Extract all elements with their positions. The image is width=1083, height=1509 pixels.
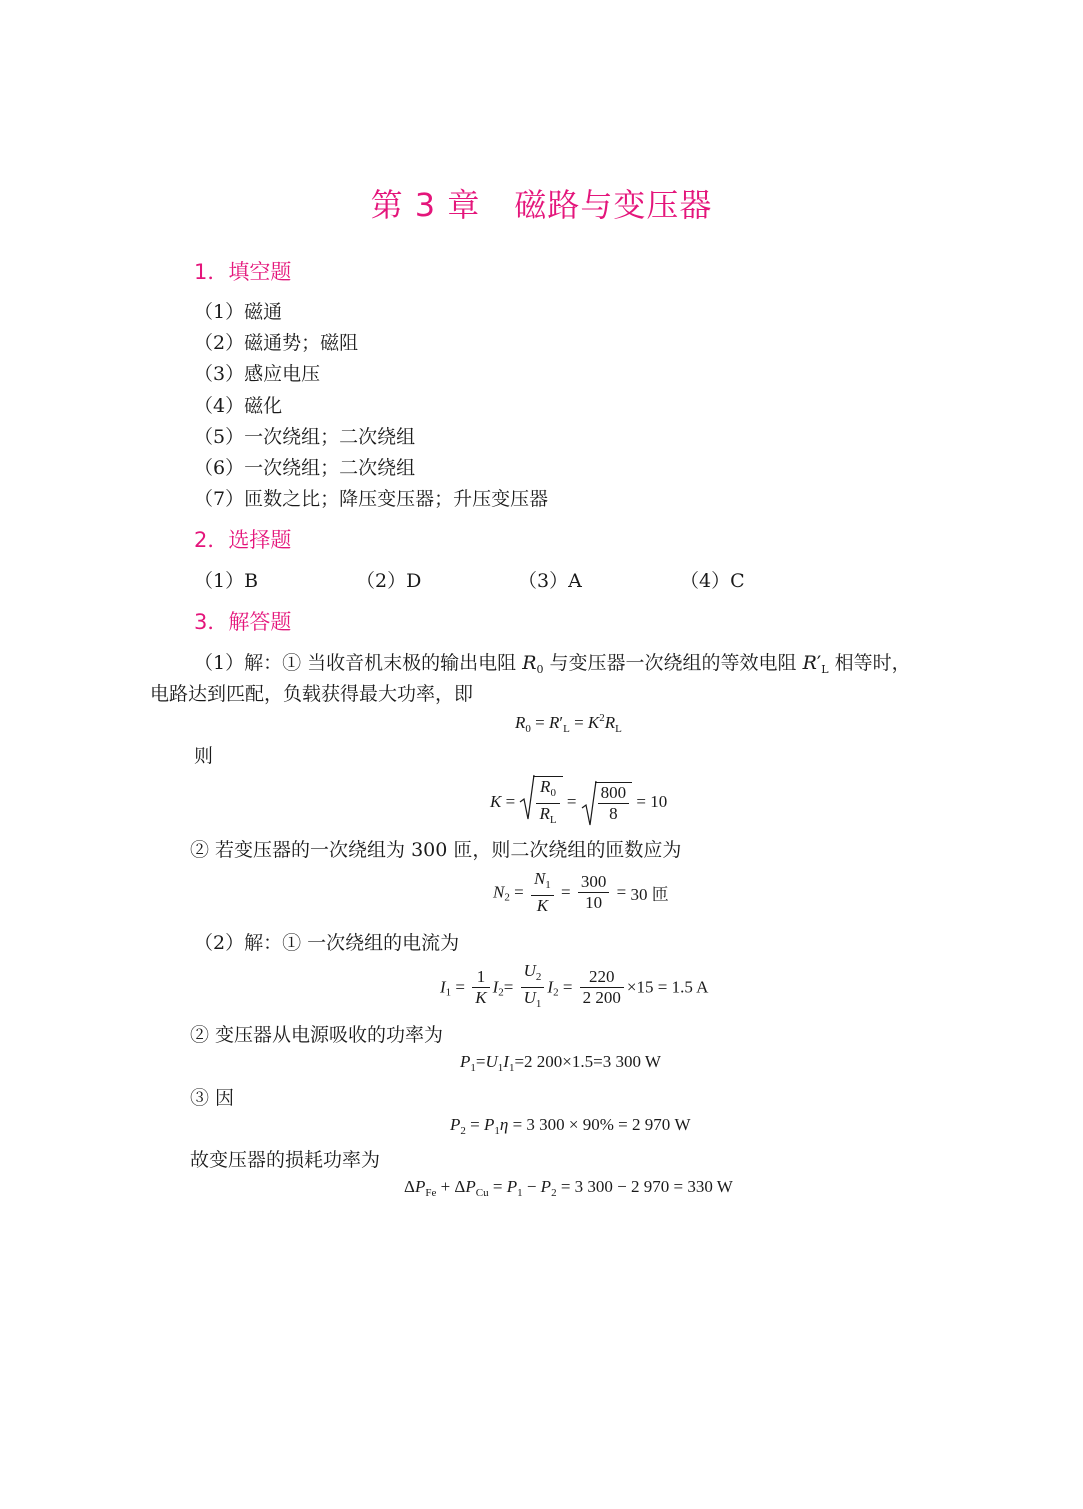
answer-item: （3）感应电压 (194, 363, 321, 385)
symbol-sub: L (615, 723, 622, 735)
chapter-number: 第 3 章 (370, 186, 481, 224)
operator: = (562, 977, 573, 997)
symbol: U (523, 961, 536, 980)
symbol-sub: 2 (553, 986, 559, 999)
operator: = (616, 882, 627, 902)
operator: = (503, 977, 514, 997)
exponent: 2 (599, 712, 605, 724)
chapter-title (0, 180, 1083, 226)
operator: = (514, 882, 524, 902)
expression: = 3 300 − 2 970 = 330 W (560, 1177, 733, 1196)
operator: = (455, 977, 466, 997)
operator: = (561, 882, 571, 902)
sqrt-sign (581, 780, 633, 824)
denominator: 10 (585, 893, 603, 912)
symbol: N (493, 882, 505, 902)
problem2-loss-text: 故变压器的损耗功率为 (190, 1149, 381, 1171)
symbol: P (506, 1177, 518, 1196)
numerator: 800 (598, 783, 630, 804)
symbol: P (450, 1115, 461, 1134)
operator: = (492, 1177, 503, 1196)
fraction (472, 967, 489, 1008)
section-heading-fill-blank: 1．填空题 (194, 260, 292, 284)
symbol: R (540, 777, 551, 796)
symbol: I (503, 1052, 509, 1071)
symbol: η (499, 1115, 509, 1134)
symbol: K (490, 792, 502, 811)
problem1-step2: ② 若变压器的一次绕组为 300 匝，则二次绕组的匝数应为 (190, 839, 682, 861)
symbol: U (523, 988, 536, 1007)
symbol: I (440, 977, 446, 997)
expression: =2 200×1.5=3 300 W (514, 1052, 661, 1071)
answer-item: （4）磁化 (194, 395, 283, 417)
equation-turns-ratio (490, 774, 667, 830)
operator: = (574, 713, 584, 732)
text-run: （1）解：① 当收音机末极的输出电阻 (194, 652, 517, 674)
numerator: 220 (580, 967, 624, 988)
symbol: P (540, 1177, 552, 1196)
operator: = (470, 1115, 480, 1134)
operator: = (475, 1052, 486, 1071)
operator: − (526, 1177, 537, 1196)
problem1-statement (194, 648, 911, 676)
symbol: R (802, 652, 817, 674)
symbol: R (604, 713, 616, 732)
symbol-sub: 2 (535, 971, 542, 983)
operator: + (440, 1177, 451, 1196)
equation-output-power (450, 1115, 691, 1137)
fraction (580, 967, 624, 1008)
answer-item: （6）一次绕组；二次绕组 (194, 457, 416, 479)
equation-input-power (460, 1052, 661, 1074)
equation-secondary-turns (493, 869, 669, 916)
denominator: K (475, 988, 487, 1007)
fraction (521, 961, 545, 1014)
symbol: K (587, 713, 600, 732)
result: 10 (650, 792, 668, 811)
equation-loss-power (404, 1177, 733, 1199)
sqrt-sign (519, 774, 562, 830)
symbol-sub: 0 (536, 663, 544, 676)
then-text: 则 (194, 745, 214, 767)
symbol-sub: 1 (545, 879, 551, 891)
symbol-sub: Cu (475, 1187, 489, 1199)
answer-item: （5）一次绕组；二次绕组 (194, 426, 416, 448)
answer-item: （1）磁通 (194, 301, 283, 323)
answer-item: （7）匝数之比；降压变压器；升压变压器 (194, 488, 549, 510)
symbol-sub: 2 (498, 986, 504, 999)
symbol-sub: L (549, 814, 557, 826)
choice-answer: （3）A (518, 570, 582, 592)
result: 1.5 A (671, 977, 709, 997)
denominator: K (536, 896, 549, 915)
operator: = (535, 713, 545, 732)
symbol-sub: 0 (550, 787, 556, 799)
symbol-sub: 1 (535, 998, 542, 1010)
numerator: 1 (472, 967, 489, 988)
problem2-step3: ③ 因 (190, 1087, 235, 1109)
symbol-sub: 1 (470, 1062, 476, 1074)
section-heading-choice: 2．选择题 (194, 528, 292, 552)
symbol-sub: 2 (504, 891, 510, 904)
symbol: N (533, 869, 546, 888)
number: 15 (636, 977, 654, 997)
symbol: P (460, 1052, 471, 1071)
symbol-sub: 1 (508, 1062, 515, 1074)
operator: = (636, 792, 646, 811)
symbol: I (492, 977, 499, 997)
symbol: U (485, 1052, 498, 1071)
answer-item: （2）磁通势；磁阻 (194, 332, 359, 354)
symbol: R (548, 713, 560, 732)
symbol-sub: 2 (460, 1125, 466, 1137)
operator: = (505, 792, 516, 811)
fraction (536, 777, 559, 830)
operator: = (566, 792, 577, 811)
symbol-sub: 2 (551, 1187, 557, 1199)
symbol-sub: 1 (445, 986, 452, 999)
result: 30 匝 (630, 885, 669, 904)
symbol-sub: Fe (425, 1187, 437, 1199)
operator: × (626, 977, 637, 997)
problem1-statement-cont: 电路达到匹配，负载获得最大功率，即 (150, 683, 474, 705)
symbol-sub: 1 (494, 1125, 500, 1137)
operator: Δ (404, 1177, 415, 1196)
symbol: R (539, 804, 550, 823)
operator: = (657, 977, 668, 997)
problem2-step2: ② 变压器从电源吸收的功率为 (190, 1024, 444, 1046)
symbol: P (483, 1115, 495, 1134)
numerator: 300 (578, 872, 610, 893)
prime: ′ (816, 652, 822, 674)
equation-impedance-match (515, 712, 622, 735)
symbol: P (414, 1177, 426, 1196)
symbol-sub: 1 (517, 1187, 523, 1199)
text-run: 相等时， (834, 652, 911, 674)
symbol: R (515, 713, 526, 732)
symbol: R (522, 652, 537, 674)
denominator: 2 200 (582, 988, 621, 1007)
equation-primary-current (440, 961, 708, 1014)
fraction (531, 869, 554, 916)
choice-answer: （2）D (356, 570, 422, 592)
text-run: 与变压器一次绕组的等效电阻 (549, 652, 797, 674)
section-heading-solutions: 3．解答题 (194, 610, 292, 634)
symbol: P (465, 1177, 476, 1196)
symbol: I (547, 977, 554, 997)
prime: ′ (559, 713, 564, 732)
expression: = 3 300 × 90% = 2 970 W (512, 1115, 691, 1134)
symbol-sub: 0 (525, 723, 531, 735)
symbol-sub: L (821, 663, 829, 676)
denominator: 8 (609, 804, 618, 823)
operator: Δ (454, 1177, 466, 1196)
choice-answer: （1）B (194, 570, 259, 592)
chapter-name: 磁路与变压器 (514, 186, 713, 224)
symbol-sub: L (563, 723, 570, 735)
fraction (598, 783, 630, 824)
choice-answer: （4）C (680, 570, 745, 592)
symbol-sub: 1 (497, 1062, 504, 1074)
problem2-statement: （2）解：① 一次绕组的电流为 (194, 932, 460, 954)
fraction (578, 872, 610, 913)
